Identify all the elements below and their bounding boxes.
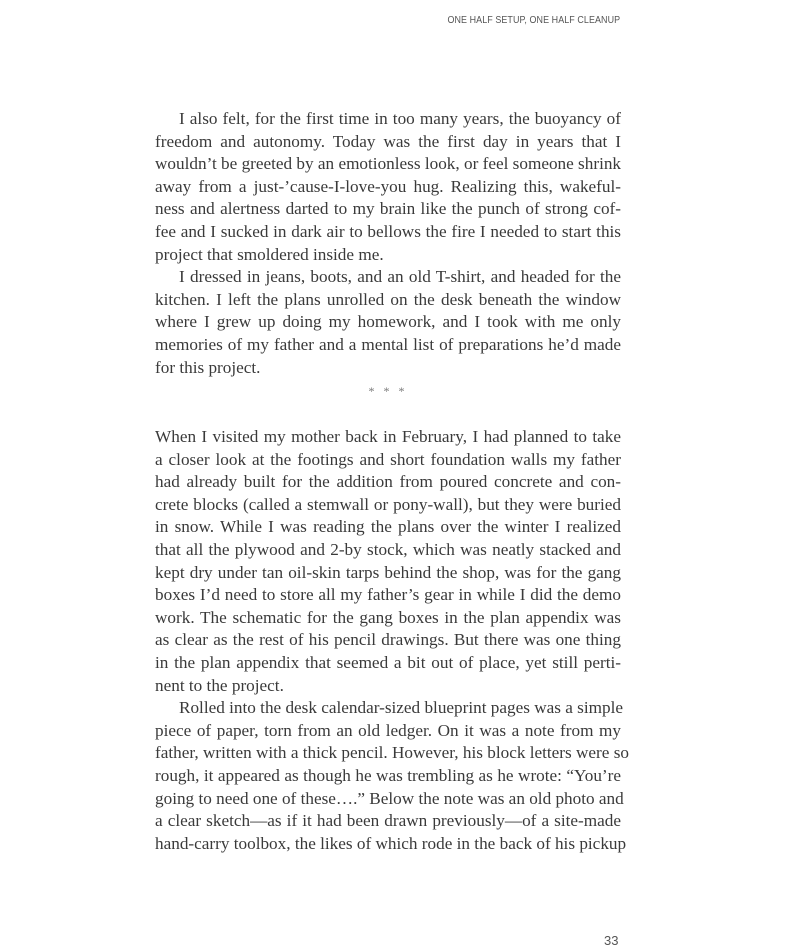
text-line: kitchen. I left the plans unrolled on the desk beneath the window [155,289,621,309]
text-line: as clear as the rest of his pencil drawings. But there was one thing [155,630,621,650]
text-line: Rolled into the desk calendar-sized blueprint pages was a simple [179,698,624,718]
text-line: piece of paper, torn from an old ledger. On it was a note from my [155,720,621,740]
text-line: wouldn’t be greeted by an emotionless look, or feel someone shrink [155,154,622,174]
text-line: father, written with a thick pencil. However, his block letters were so [155,743,629,763]
text-line: had already built for the addition from poured concrete and con- [155,472,621,492]
text-line: a closer look at the footings and short foundation walls my father [155,449,621,469]
text-line: going to need one of these….” Below the note was an old photo and [155,788,624,808]
text-line: I also felt, for the first time in too many years, the buoyancy of [179,109,621,128]
text-line: for this project. [155,357,261,377]
section-1 [155,108,621,379]
paragraph [155,108,621,266]
text-line: When I visited my mother back in February, I had planned to take [155,427,621,446]
text-line: in snow. While I was reading the plans over the winter I realized [155,517,621,537]
text-line: freedom and autonomy. Today was the first day in years that I [155,131,621,151]
text-line: in the plan appendix that seemed a bit out of place, yet still perti- [155,652,621,672]
section-2 [155,426,629,855]
text-line: memories of my father and a mental list of preparations he’d made [155,334,621,354]
text-line: fee and I sucked in dark air to bellows the fire I needed to start this [155,221,621,241]
paragraph [155,697,629,855]
text-line: rough, it appeared as though he was trembling as he wrote: “You’re [155,765,621,785]
text-line: kept dry under tan oil-skin tarps behind the shop, was for the gang [155,562,621,582]
text-line: away from a just-’cause-I-love-you hug. Realizing this, wakeful- [155,176,621,196]
text-line: hand-carry toolbox, the likes of which rode in the back of his pickup [155,833,627,853]
text-line: work. The schematic for the gang boxes in the plan appendix was [155,607,621,627]
text-line: nent to the project. [155,675,284,695]
text-line: crete blocks (called a stemwall or pony-wall), but they were buried [155,494,621,514]
running-head: ONE HALF SETUP, ONE HALF CLEANUP [447,14,620,26]
section-break: * * * [368,384,408,398]
text-line: I dressed in jeans, boots, and an old T-shirt, and headed for the [179,267,621,287]
text-line: a clear sketch—as if it had been drawn previously—of a site-made [155,811,621,831]
text-line: where I grew up doing my homework, and I took with me only [155,312,621,332]
text-line: that all the plywood and 2-by stock, which was neatly stacked and [155,539,621,559]
page-number: 33 [604,933,619,948]
text-line: boxes I’d need to store all my father’s gear in while I did the demo [155,585,621,605]
paragraph [155,266,621,379]
paragraph [155,426,621,697]
text-line: ness and alertness darted to my brain like the punch of strong cof- [155,199,621,219]
text-line: project that smoldered inside me. [155,244,384,264]
